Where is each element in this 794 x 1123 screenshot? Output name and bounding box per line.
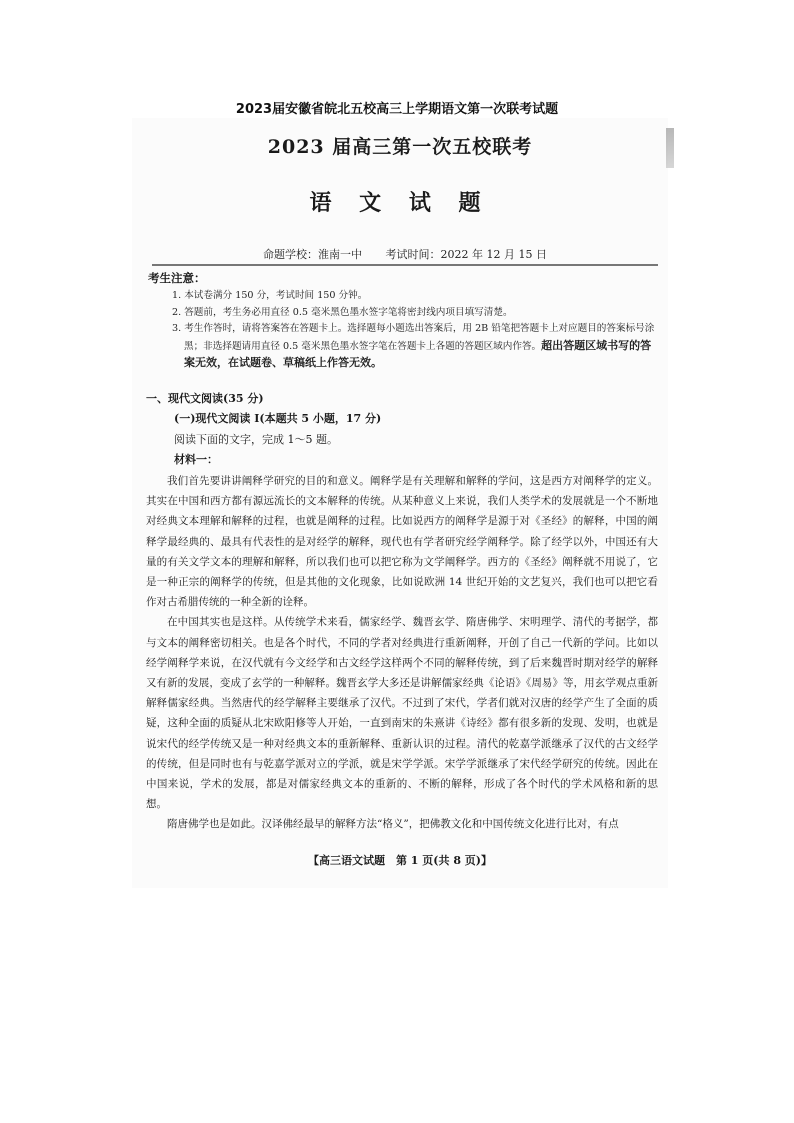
exam-title: 2023 届高三第一次五校联考 <box>267 136 533 158</box>
material-label: 材料一： <box>174 453 218 466</box>
reading-passage <box>146 471 658 835</box>
notice-list <box>172 288 660 373</box>
notice-title: 考生注意： <box>148 271 206 285</box>
exam-subject: 语 文 试 题 <box>309 190 491 216</box>
notice-item: 1. 本试卷满分 150 分，考试时间 150 分钟。 <box>172 290 368 301</box>
notice-item-text: 3. 考生作答时，请将答案答在答题卡上。选择题每小题选出答案后，用 2B 铅笔把答题卡上对应题目的答案标号涂黑；非选择题请用直径 0.5 毫米黑色墨水签字笔在答题卡上各题的答题区域内作答。 <box>172 323 655 352</box>
subsection-title: (一)现代文阅读 Ⅰ(本题共 5 小题，17 分) <box>174 412 382 425</box>
exam-school: 命题学校：淮南一中 <box>263 248 362 261</box>
exam-time: 考试时间：2022 年 12 月 15 日 <box>385 248 547 261</box>
paragraph: 在中国其实也是这样。从传统学术来看，儒家经学、魏晋玄学、隋唐佛学、宋明理学、清代的考据学，都与文本的阐释密切相关。也是各个时代，不同的学者对经典进行重新阐释，开创了自己一代新的学问。比如以经学阐释学来说，在汉代就有今文经学和古文经学这样两个不同的解释传统，到了后来魏晋时期对经学的解释又有新的发展，变成了玄学的一种解释。魏晋玄学大多还是讲解儒家经典《论语》《周易》等，用玄学观点重新解释儒家经典。当然唐代的经学解释主要继承了汉代。不过到了宋代，学者们就对汉唐的经学产生了全面的质疑，这种全面的质疑从北宋欧阳修等人开始，一直到南宋的朱熹讲《诗经》都有很多新的发现、发明，也就是说宋代的经学传统又是一种对经典文本的重新解释、重新认识的过程。清代的乾嘉学派继承了汉代的古文经学的传统，但是同时也有与乾嘉学派对立的学派，就是宋学学派。宋学学派继承了宋代经学研究的传统。因此在中国来说，学术的发展，都是对儒家经典文本的重新的、不断的解释，形成了各个时代的学术风格和新的思想。 <box>146 616 658 811</box>
exam-meta <box>152 246 658 266</box>
notice-item <box>172 321 660 373</box>
document-header: 2023届安徽省皖北五校高三上学期语文第一次联考试题 <box>235 102 559 117</box>
paragraph: 隋唐佛学也是如此。汉译佛经最早的解释方法“格义”，把佛教文化和中国传统文化进行比对，有点 <box>167 818 619 831</box>
instruction: 阅读下面的文字，完成 1～5 题。 <box>174 433 338 446</box>
section-title: 一、现代文阅读(35 分) <box>146 392 264 405</box>
page-footer: 【高三语文试题 第 1 页(共 8 页)】 <box>307 854 493 867</box>
notice-item: 2. 答题前，考生务必用直径 0.5 毫米黑色墨水签字笔将密封线内项目填写清楚。 <box>172 306 513 318</box>
scanned-page <box>132 118 668 888</box>
notice-emphasis: 超出答题区域书写的答案无效，在试题卷、草稿纸上作答无效。 <box>184 338 652 369</box>
paragraph: 我们首先要讲讲阐释学研究的目的和意义。阐释学是有关理解和解释的学问，这是西方对阐释学的定义。其实在中国和西方都有源远流长的文本解释的传统。从某种意义上来说，我们人类学术的发展就是一个不断地对经典文本理解和解释的过程，也就是阐释的过程。比如说西方的阐释学是源于对《圣经》的解释，中国的阐释学最经典的、最具有代表性的是对经学的解释，现代也有学者研究经学阐释学。除了经学以外，中国还有大量的有关文学文本的理解和解释，所以我们也可以把它称为文学阐释学。西方的《圣经》阐释就不用说了，它是一种正宗的阐释学的传统，但是其他的文化现象，比如说欧洲 14 世纪开始的文艺复兴，我们也可以把它看作对古希腊传统的一种全新的诠释。 <box>146 475 658 609</box>
